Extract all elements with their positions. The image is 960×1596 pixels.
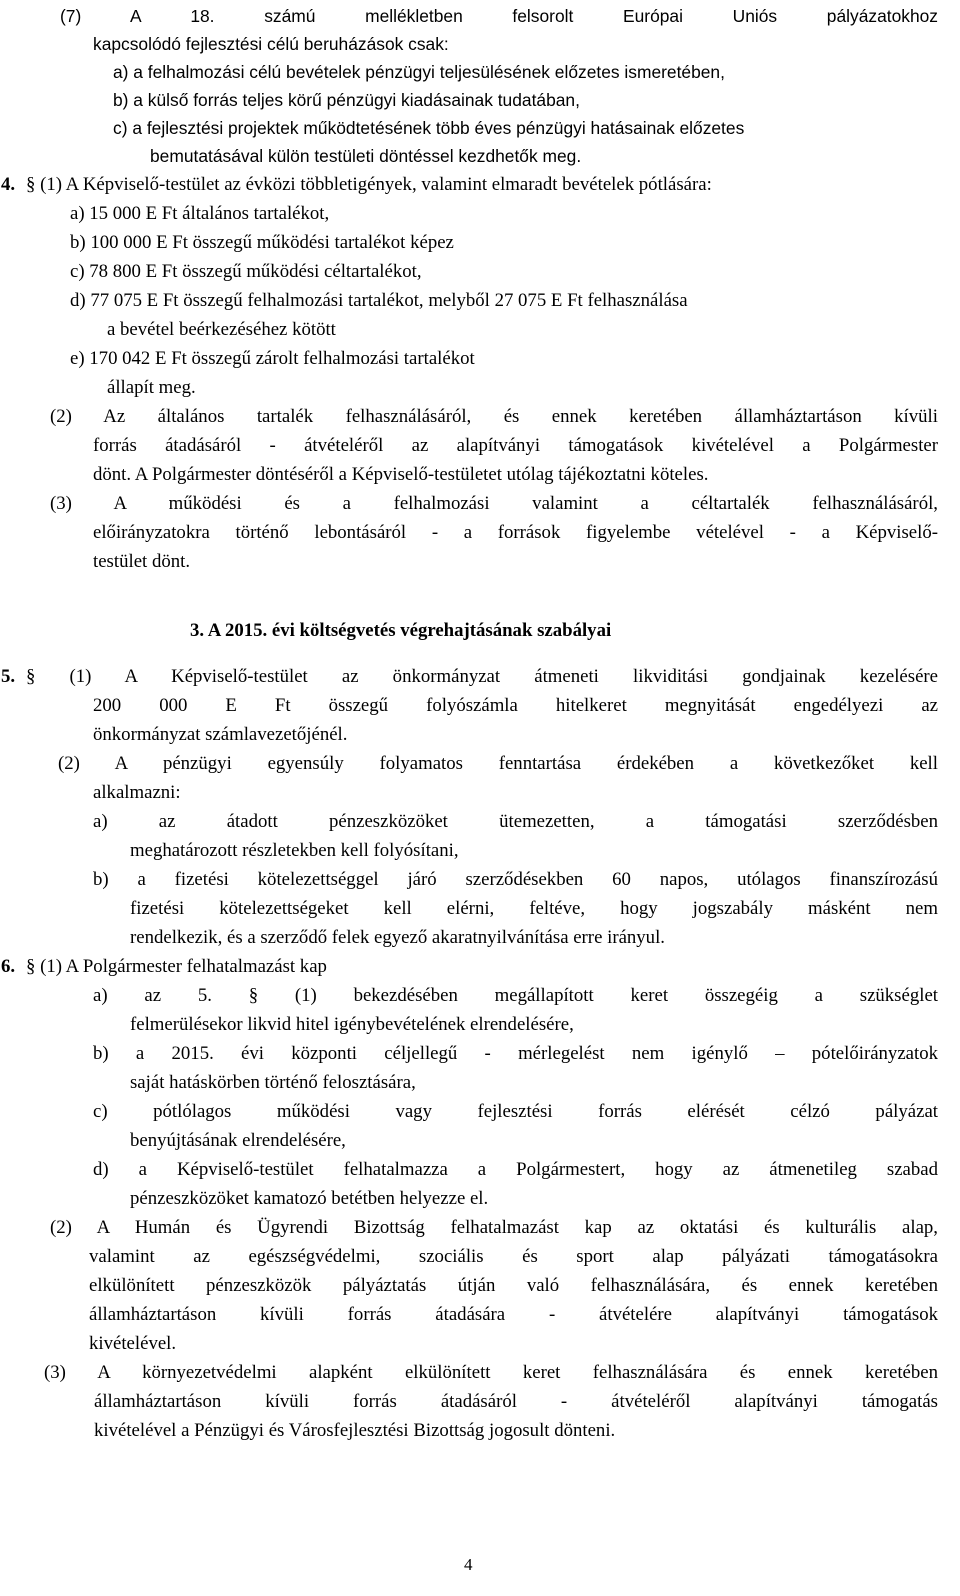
section-5-para-2-line-2: alkalmazni: [93, 782, 181, 803]
section-5-para-1-line-2: 200 000 E Ft összegű folyószámla hitelkeret megnyitását engedélyezi az [93, 695, 938, 716]
paragraph-7-line-1: (7) A 18. számú mellékletben felsorolt Európai Uniós pályázatokhoz [60, 6, 938, 26]
section-5-item-a: a) az átadott pénzeszközöket ütemezetten, a támogatási szerződésben [93, 811, 938, 832]
page-number: 4 [464, 1555, 473, 1574]
paragraph-7-item-b: b) a külső forrás teljes körű pénzügyi kiadásainak tudatában, [113, 90, 580, 110]
section-6-para-3-line-1: (3) A környezetvédelmi alapként elkülönített keret felhasználására és ennek keretében [44, 1362, 938, 1383]
section-6-para-2-line-1: (2) A Humán és Ügyrendi Bizottság felhatalmazást kap az oktatási és kulturális alap, [50, 1217, 938, 1238]
section-6-item-a: a) az 5. § (1) bekezdésében megállapított keret összegéig a szükséglet [93, 985, 938, 1006]
section-5-para-2-line-1: (2) A pénzügyi egyensúly folyamatos fenntartása érdekében a következőket kell [58, 753, 938, 774]
chapter-3-heading: 3. A 2015. évi költségvetés végrehajtásának szabályai [190, 620, 612, 641]
section-6-para-3-line-2: államháztartáson kívüli forrás átadásáról - átvételéről alapítványi támogatás [94, 1391, 938, 1412]
section-4-item-d: d) 77 075 E Ft összegű felhalmozási tartalékot, melyből 27 075 E Ft felhasználása [70, 290, 688, 311]
section-6-item-d-cont: pénzeszközöket kamatozó betétben helyezze el. [130, 1188, 489, 1209]
section-5-item-b: b) a fizetési kötelezettséggel járó szerződésekben 60 napos, utólagos finanszírozású [93, 869, 938, 890]
section-6-para-3-line-3: kivételével a Pénzügyi és Városfejlesztési Bizottság jogosult dönteni. [94, 1420, 616, 1441]
section-5-para-1-line-1: § (1) A Képviselő-testület az önkormányzat átmeneti likviditási gondjainak kezelésére [26, 666, 938, 687]
section-4-para-2-line-1: (2) Az általános tartalék felhasználásáról, és ennek keretében államháztartáson kívüli [50, 406, 938, 427]
section-4-item-a: a) 15 000 E Ft általános tartalékot, [70, 203, 330, 224]
section-6-item-c-cont: benyújtásának elrendelésére, [130, 1130, 346, 1151]
section-5-item-b-cont-1: fizetési kötelezettségeket kell elérni, feltéve, hogy jogszabály másként nem [130, 898, 938, 919]
section-5-item-a-cont: meghatározott részletekben kell folyósítani, [130, 840, 459, 861]
section-4-para-1: § (1) A Képviselő-testület az évközi többletigények, valamint elmaradt bevételek pótlására: [26, 174, 712, 195]
section-6-para-2-line-2: valamint az egészségvédelmi, szociális és sport alap pályázati támogatásokra [89, 1246, 938, 1267]
section-6-item-c: c) pótlólagos működési vagy fejlesztési forrás elérését célzó pályázat [93, 1101, 938, 1122]
section-4-item-b: b) 100 000 E Ft összegű működési tartalékot képez [70, 232, 454, 253]
section-4-para-2-line-2: forrás átadásáról - átvételéről az alapítványi támogatások kivételével a Polgármester [93, 435, 938, 456]
section-6-item-d: d) a Képviselő-testület felhatalmazza a Polgármestert, hogy az átmenetileg szabad [93, 1159, 938, 1180]
section-6-para-1: § (1) A Polgármester felhatalmazást kap [26, 956, 327, 977]
section-6-item-b-cont: saját hatáskörben történő felosztására, [130, 1072, 416, 1093]
section-6-para-2-line-4: államháztartáson kívüli forrás átadására - átvételére alapítványi támogatások [89, 1304, 938, 1325]
section-4-para-3-line-3: testület dönt. [93, 551, 191, 572]
section-6-item-a-cont: felmerülésekor likvid hitel igénybevételének elrendelésére, [130, 1014, 574, 1035]
section-6-para-2-line-3: elkülönített pénzeszközök pályáztatás útján való felhasználására, és ennek keretében [89, 1275, 938, 1296]
section-4-item-c: c) 78 800 E Ft összegű működési céltartalékot, [70, 261, 422, 282]
section-4-closing: állapít meg. [107, 377, 196, 398]
section-4-para-3-line-1: (3) A működési és a felhalmozási valamint a céltartalék felhasználásáról, [50, 493, 938, 514]
paragraph-7-item-c: c) a fejlesztési projektek működtetésének több éves pénzügyi hatásainak előzetes [113, 118, 745, 138]
section-4-number: 4. [1, 174, 16, 195]
section-6-item-b: b) a 2015. évi központi céljellegű - mérlegelést nem igénylő – pótelőirányzatok [93, 1043, 938, 1064]
paragraph-7-item-a: a) a felhalmozási célú bevételek pénzügyi teljesülésének előzetes ismeretében, [113, 62, 725, 82]
section-4-item-d-cont: a bevétel beérkezéséhez kötött [107, 319, 336, 340]
section-5-number: 5. [1, 666, 16, 687]
section-6-number: 6. [1, 956, 16, 977]
paragraph-7-item-c-cont: bemutatásával külön testületi döntéssel kezdhetők meg. [150, 146, 582, 166]
paragraph-7-line-2: kapcsolódó fejlesztési célú beruházások csak: [93, 34, 449, 54]
section-4-para-3-line-2: előirányzatokra történő lebontásáról - a források figyelembe vételével - a Képviselő- [93, 522, 938, 543]
section-5-para-1-line-3: önkormányzat számlavezetőjénél. [93, 724, 348, 745]
section-4-para-2-line-3: dönt. A Polgármester döntéséről a Képviselő-testületet utólag tájékoztatni köteles. [93, 464, 709, 485]
section-5-item-b-cont-2: rendelkezik, és a szerződő felek egyező akaratnyilvánítása erre irányul. [130, 927, 665, 948]
section-4-item-e: e) 170 042 E Ft összegű zárolt felhalmozási tartalékot [70, 348, 475, 369]
section-6-para-2-line-5: kivételével. [89, 1333, 177, 1354]
